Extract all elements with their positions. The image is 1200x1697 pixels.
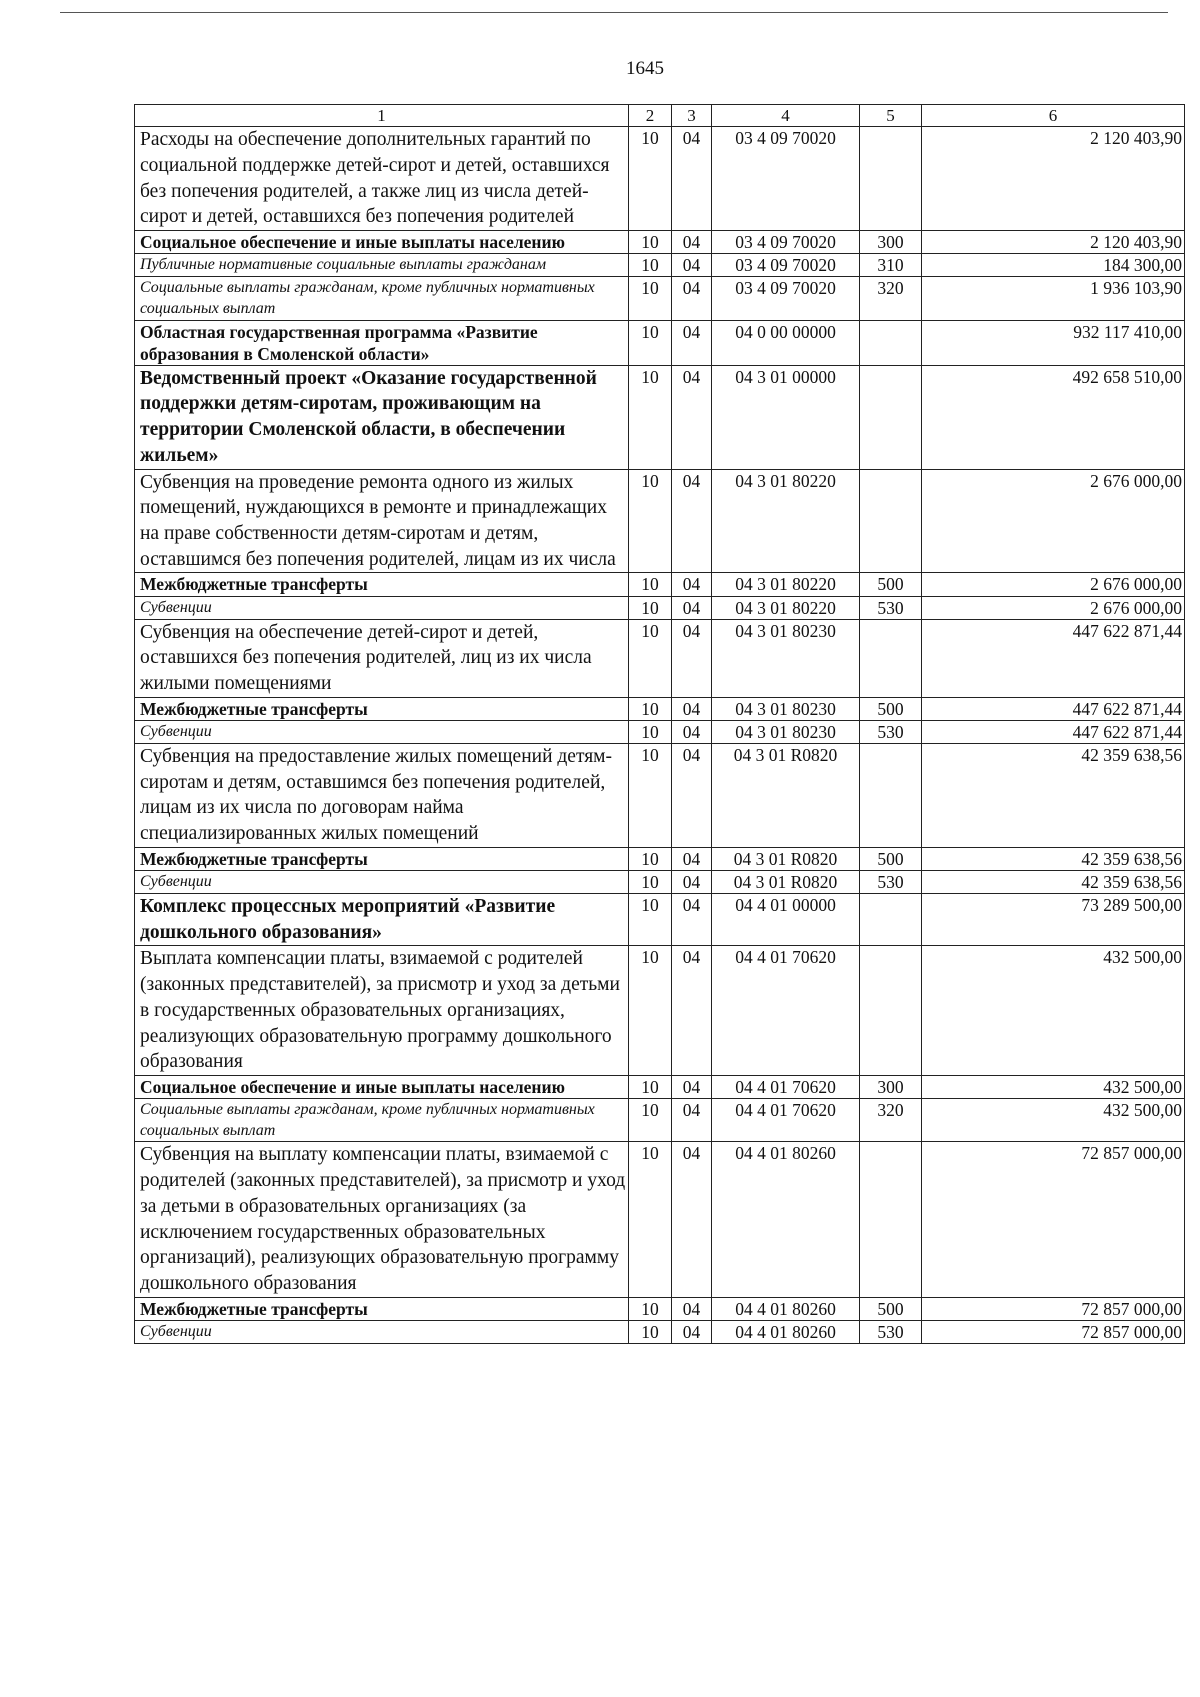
row-name-cell: Межбюджетные трансферты	[135, 697, 629, 720]
section-code-cell: 10	[629, 596, 672, 619]
subsection-code-cell: 04	[672, 469, 712, 573]
amount-cell: 447 622 871,44	[922, 697, 1185, 720]
budget-table	[134, 104, 1185, 1344]
subsection-code-cell: 04	[672, 320, 712, 365]
expense-type-cell: 300	[860, 1076, 922, 1099]
target-article-cell: 04 3 01 R0820	[712, 847, 860, 870]
target-article-cell: 04 3 01 80220	[712, 573, 860, 596]
section-code-cell: 10	[629, 619, 672, 697]
row-name-cell: Комплекс процессных мероприятий «Развитие дошкольного образования»	[135, 893, 629, 945]
expense-type-cell	[860, 469, 922, 573]
expense-type-cell: 320	[860, 277, 922, 320]
section-code-cell: 10	[629, 320, 672, 365]
target-article-cell: 04 3 01 R0820	[712, 743, 860, 847]
section-code-cell: 10	[629, 231, 672, 254]
expense-type-cell	[860, 365, 922, 469]
table-row	[135, 619, 1185, 697]
section-code-cell: 10	[629, 127, 672, 231]
header-col-4: 4	[712, 105, 860, 127]
row-name-cell: Расходы на обеспечение дополнительных гарантий по социальной поддержке детей-сирот и детей, оставшихся без попечения родителей, а также лиц из числа детей-сирот и детей, оставшихся без попечения родителей	[135, 127, 629, 231]
section-code-cell: 10	[629, 893, 672, 945]
amount-cell: 432 500,00	[922, 1076, 1185, 1099]
section-code-cell: 10	[629, 1320, 672, 1343]
row-name-cell: Межбюджетные трансферты	[135, 847, 629, 870]
row-name-cell: Публичные нормативные социальные выплаты гражданам	[135, 254, 629, 277]
amount-cell: 447 622 871,44	[922, 720, 1185, 743]
subsection-code-cell: 04	[672, 870, 712, 893]
expense-type-cell: 500	[860, 847, 922, 870]
table-row	[135, 946, 1185, 1076]
subsection-code-cell: 04	[672, 743, 712, 847]
subsection-code-cell: 04	[672, 946, 712, 1076]
expense-type-cell: 500	[860, 573, 922, 596]
row-name-cell: Социальные выплаты гражданам, кроме публичных нормативных социальных выплат	[135, 277, 629, 320]
subsection-code-cell: 04	[672, 573, 712, 596]
row-name-cell: Ведомственный проект «Оказание государственной поддержки детям-сиротам, проживающим на территории Смоленской области, в обеспечении жильем»	[135, 365, 629, 469]
page-number: 1645	[626, 58, 664, 79]
expense-type-cell: 530	[860, 1320, 922, 1343]
subsection-code-cell: 04	[672, 1099, 712, 1142]
target-article-cell: 04 0 00 00000	[712, 320, 860, 365]
row-name-cell: Социальное обеспечение и иные выплаты населению	[135, 231, 629, 254]
target-article-cell: 04 4 01 00000	[712, 893, 860, 945]
section-code-cell: 10	[629, 697, 672, 720]
target-article-cell: 04 3 01 80230	[712, 697, 860, 720]
row-name-cell: Социальное обеспечение и иные выплаты населению	[135, 1076, 629, 1099]
subsection-code-cell: 04	[672, 277, 712, 320]
target-article-cell: 04 4 01 80260	[712, 1297, 860, 1320]
section-code-cell: 10	[629, 720, 672, 743]
target-article-cell: 04 3 01 00000	[712, 365, 860, 469]
row-name-cell: Субвенции	[135, 1320, 629, 1343]
target-article-cell: 04 4 01 70620	[712, 946, 860, 1076]
row-name-cell: Субвенции	[135, 596, 629, 619]
top-rule	[60, 12, 1168, 13]
section-code-cell: 10	[629, 277, 672, 320]
expense-type-cell	[860, 743, 922, 847]
amount-cell: 72 857 000,00	[922, 1320, 1185, 1343]
amount-cell: 2 676 000,00	[922, 596, 1185, 619]
target-article-cell: 03 4 09 70020	[712, 254, 860, 277]
expense-type-cell	[860, 320, 922, 365]
amount-cell: 184 300,00	[922, 254, 1185, 277]
amount-cell: 42 359 638,56	[922, 847, 1185, 870]
table-row	[135, 320, 1185, 365]
amount-cell: 1 936 103,90	[922, 277, 1185, 320]
expense-type-cell: 310	[860, 254, 922, 277]
amount-cell: 2 120 403,90	[922, 231, 1185, 254]
amount-cell: 73 289 500,00	[922, 893, 1185, 945]
expense-type-cell	[860, 127, 922, 231]
table-row	[135, 469, 1185, 573]
subsection-code-cell: 04	[672, 1076, 712, 1099]
budget-table-body	[135, 105, 1185, 1344]
table-row	[135, 254, 1185, 277]
subsection-code-cell: 04	[672, 1297, 712, 1320]
target-article-cell: 04 3 01 80220	[712, 596, 860, 619]
section-code-cell: 10	[629, 573, 672, 596]
header-col-5: 5	[860, 105, 922, 127]
amount-cell: 42 359 638,56	[922, 743, 1185, 847]
target-article-cell: 04 4 01 80260	[712, 1142, 860, 1297]
section-code-cell: 10	[629, 1142, 672, 1297]
target-article-cell: 04 4 01 70620	[712, 1076, 860, 1099]
amount-cell: 447 622 871,44	[922, 619, 1185, 697]
section-code-cell: 10	[629, 870, 672, 893]
subsection-code-cell: 04	[672, 127, 712, 231]
expense-type-cell	[860, 893, 922, 945]
row-name-cell: Субвенция на обеспечение детей-сирот и детей, оставшихся без попечения родителей, лиц из их числа жилыми помещениями	[135, 619, 629, 697]
row-name-cell: Социальные выплаты гражданам, кроме публичных нормативных социальных выплат	[135, 1099, 629, 1142]
row-name-cell: Выплата компенсации платы, взимаемой с родителей (законных представителей), за присмотр и уход за детьми в государственных образовательных организациях, реализующих образовательную программу дошкольного образования	[135, 946, 629, 1076]
amount-cell: 432 500,00	[922, 1099, 1185, 1142]
table-row	[135, 1142, 1185, 1297]
row-name-cell: Межбюджетные трансферты	[135, 573, 629, 596]
amount-cell: 432 500,00	[922, 946, 1185, 1076]
target-article-cell: 03 4 09 70020	[712, 127, 860, 231]
row-name-cell: Межбюджетные трансферты	[135, 1297, 629, 1320]
expense-type-cell: 300	[860, 231, 922, 254]
amount-cell: 72 857 000,00	[922, 1297, 1185, 1320]
row-name-cell: Субвенции	[135, 870, 629, 893]
table-row	[135, 365, 1185, 469]
table-row	[135, 1297, 1185, 1320]
expense-type-cell	[860, 946, 922, 1076]
subsection-code-cell: 04	[672, 1142, 712, 1297]
subsection-code-cell: 04	[672, 697, 712, 720]
table-row	[135, 870, 1185, 893]
table-row	[135, 847, 1185, 870]
subsection-code-cell: 04	[672, 893, 712, 945]
amount-cell: 2 676 000,00	[922, 469, 1185, 573]
expense-type-cell: 530	[860, 720, 922, 743]
section-code-cell: 10	[629, 847, 672, 870]
row-name-cell: Субвенция на выплату компенсации платы, взимаемой с родителей (законных представителей), за присмотр и уход за детьми в образовательных организациях (за исключением государственных образовательных организаций), реализующих образовательную программу дошкольного образования	[135, 1142, 629, 1297]
table-row	[135, 573, 1185, 596]
section-code-cell: 10	[629, 365, 672, 469]
target-article-cell: 03 4 09 70020	[712, 277, 860, 320]
target-article-cell: 04 3 01 80230	[712, 619, 860, 697]
target-article-cell: 04 4 01 70620	[712, 1099, 860, 1142]
header-col-1: 1	[135, 105, 629, 127]
amount-cell: 932 117 410,00	[922, 320, 1185, 365]
header-col-2: 2	[629, 105, 672, 127]
target-article-cell: 03 4 09 70020	[712, 231, 860, 254]
subsection-code-cell: 04	[672, 1320, 712, 1343]
table-row	[135, 1320, 1185, 1343]
subsection-code-cell: 04	[672, 596, 712, 619]
table-row	[135, 697, 1185, 720]
target-article-cell: 04 4 01 80260	[712, 1320, 860, 1343]
subsection-code-cell: 04	[672, 365, 712, 469]
expense-type-cell	[860, 619, 922, 697]
target-article-cell: 04 3 01 R0820	[712, 870, 860, 893]
subsection-code-cell: 04	[672, 231, 712, 254]
section-code-cell: 10	[629, 469, 672, 573]
amount-cell: 42 359 638,56	[922, 870, 1185, 893]
expense-type-cell: 500	[860, 1297, 922, 1320]
section-code-cell: 10	[629, 1099, 672, 1142]
amount-cell: 492 658 510,00	[922, 365, 1185, 469]
amount-cell: 2 676 000,00	[922, 573, 1185, 596]
table-header-row	[135, 105, 1185, 127]
subsection-code-cell: 04	[672, 847, 712, 870]
table-row	[135, 596, 1185, 619]
expense-type-cell: 500	[860, 697, 922, 720]
table-row	[135, 231, 1185, 254]
table-row	[135, 127, 1185, 231]
section-code-cell: 10	[629, 1297, 672, 1320]
expense-type-cell: 530	[860, 870, 922, 893]
row-name-cell: Субвенции	[135, 720, 629, 743]
table-row	[135, 720, 1185, 743]
section-code-cell: 10	[629, 946, 672, 1076]
table-row	[135, 277, 1185, 320]
section-code-cell: 10	[629, 743, 672, 847]
table-row	[135, 743, 1185, 847]
target-article-cell: 04 3 01 80230	[712, 720, 860, 743]
subsection-code-cell: 04	[672, 619, 712, 697]
amount-cell: 2 120 403,90	[922, 127, 1185, 231]
amount-cell: 72 857 000,00	[922, 1142, 1185, 1297]
header-col-3: 3	[672, 105, 712, 127]
table-row	[135, 893, 1185, 945]
subsection-code-cell: 04	[672, 720, 712, 743]
header-col-6: 6	[922, 105, 1185, 127]
subsection-code-cell: 04	[672, 254, 712, 277]
section-code-cell: 10	[629, 254, 672, 277]
expense-type-cell: 320	[860, 1099, 922, 1142]
row-name-cell: Субвенция на проведение ремонта одного из жилых помещений, нуждающихся в ремонте и принадлежащих на праве собственности детям-сиротам и детям, оставшимся без попечения родителей, лицам из их числа	[135, 469, 629, 573]
row-name-cell: Субвенция на предоставление жилых помещений детям-сиротам и детям, оставшимся без попечения родителей, лицам из их числа по договорам найма специализированных жилых помещений	[135, 743, 629, 847]
row-name-cell: Областная государственная программа «Развитие образования в Смоленской области»	[135, 320, 629, 365]
table-row	[135, 1099, 1185, 1142]
expense-type-cell	[860, 1142, 922, 1297]
section-code-cell: 10	[629, 1076, 672, 1099]
target-article-cell: 04 3 01 80220	[712, 469, 860, 573]
table-row	[135, 1076, 1185, 1099]
expense-type-cell: 530	[860, 596, 922, 619]
